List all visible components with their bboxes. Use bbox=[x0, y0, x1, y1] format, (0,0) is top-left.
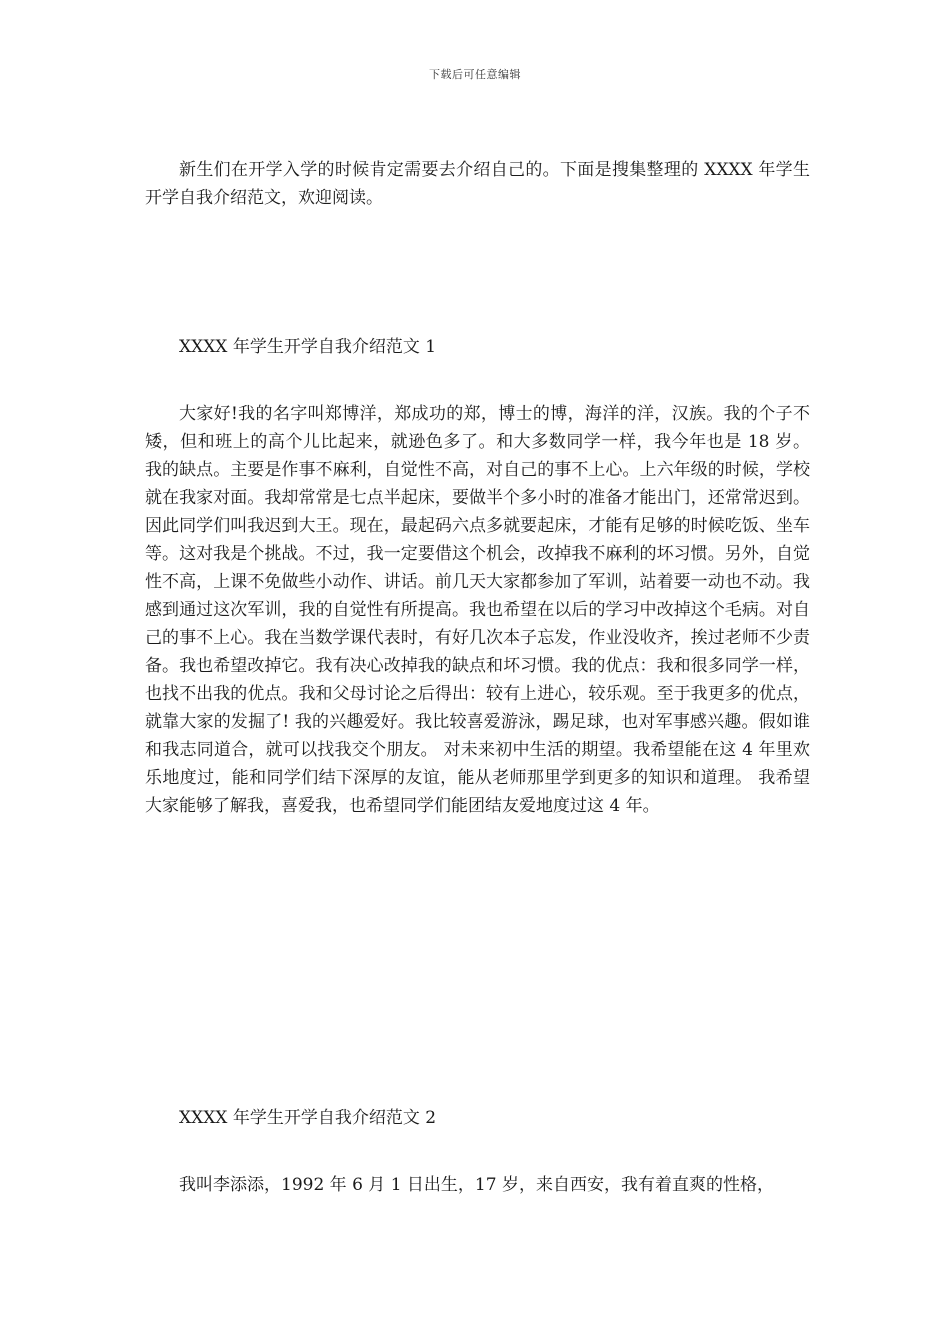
section-paragraph-1: 大家好!我的名字叫郑博洋，郑成功的郑，博士的博，海洋的洋，汉族。我的个子不矮，但和班上的高个儿比起来，就逊色多了。和大多数同学一样，我今年也是 18 岁。 我的缺点。主要是作事不麻利，自觉性不高，对自己的事不上心。上六年级的时候，学校就在我家对面。我却常常是七点半起床，要做半个多小时的准备才能出门，还常常迟到。因此同学们叫我迟到大王。现在，最起码六点多就要起床，才能有足够的时候吃饭、坐车等。这对我是个挑战。不过，我一定要借这个机会，改掉我不麻利的坏习惯。另外，自觉性不高，上课不免做些小动作、讲话。前几天大家都参加了军训，站着要一动也不动。我感到通过这次军训，我的自觉性有所提高。我也希望在以后的学习中改掉这个毛病。对自己的事不上心。我在当数学课代表时，有好几次本子忘发，作业没收齐，挨过老师不少责备。我也希望改掉它。我有决心改掉我的缺点和坏习惯。我的优点：我和很多同学一样，也找不出我的优点。我和父母讨论之后得出：较有上进心，较乐观。至于我更多的优点，就靠大家的发掘了! 我的兴趣爱好。我比较喜爱游泳，踢足球，也对军事感兴趣。假如谁和我志同道合，就可以找我交个朋友。 对未来初中生活的期望。我希望能在这 4 年里欢乐地度过，能和同学们结下深厚的友谊，能从老师那里学到更多的知识和道理。 我希望大家能够了解我，喜爱我，也希望同学们能团结友爱地度过这 4 年。 bbox=[145, 404, 810, 816]
page-header: 下载后可任意编辑 bbox=[429, 68, 521, 81]
section-paragraph-2: 我叫李添添，1992 年 6 月 1 日出生，17 岁，来自西安，我有着直爽的性格， bbox=[179, 1175, 774, 1195]
section-heading-1: XXXX 年学生开学自我介绍范文 1 bbox=[179, 337, 437, 357]
intro-paragraph: 新生们在开学入学的时候肯定需要去介绍自己的。下面是搜集整理的 XXXX 年学生开学自我介绍范文，欢迎阅读。 bbox=[145, 160, 810, 208]
section-heading-2: XXXX 年学生开学自我介绍范文 2 bbox=[179, 1108, 437, 1128]
